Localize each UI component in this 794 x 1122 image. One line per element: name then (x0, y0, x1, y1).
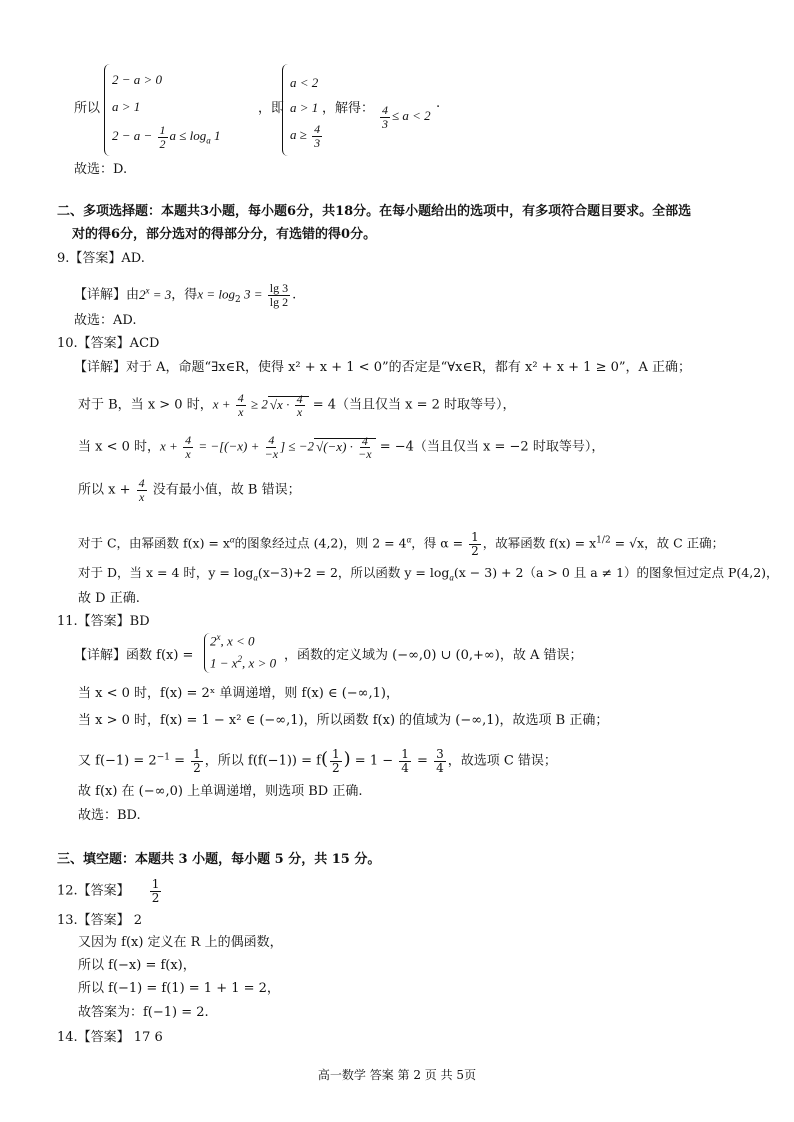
q10-b2-b: x + (160, 438, 182, 454)
res-frac (380, 104, 390, 130)
q11-l4-half-num: 1 (193, 747, 201, 761)
q11-l4-half2 (330, 748, 342, 774)
q10-c-frac (469, 531, 481, 557)
q10-d1 (78, 565, 779, 583)
q10-b3-frac-num: 4 (138, 476, 145, 490)
q10-b2-frac3-num: 4 (361, 433, 368, 448)
q10-c-alpha2: α (406, 534, 412, 545)
q10-b2-frac-den: x (185, 446, 191, 461)
q13-l2: 所以 f(−x) = f(x)， (78, 958, 196, 973)
q9-answer: 9.【答案】AD. (57, 251, 145, 266)
q10-b1-frac2-den: x (296, 405, 303, 420)
q10-b3-frac (137, 477, 147, 503)
sys1-line-2: a > 1 (112, 99, 141, 114)
q10-c (78, 531, 724, 557)
sys1-line-3 (112, 124, 221, 150)
q11-l4-half-den: 2 (193, 760, 201, 775)
res-dot: . (436, 96, 441, 111)
q11-l4-half (191, 748, 203, 774)
q10-d1-base: a (253, 572, 258, 583)
q10-c-frac-den: 2 (471, 543, 479, 558)
q10-b2-c: = −[(−x) + (195, 438, 263, 454)
q11-l4-quarter-den: 4 (401, 760, 409, 775)
section2-line2: 对的得6分，部分选对的得部分分，有选错的得0分。 (72, 227, 377, 242)
q10-b3-frac-den: x (138, 489, 145, 504)
q10-a: 【详解】对于 A，命题“∃x∈R，使得 x² + x + 1 < 0”的否定是“∀x∈R，都有 x² + x + 1 ≥ 0”，A 正确； (74, 360, 692, 375)
q10-d2: 故 D 正确. (78, 591, 140, 606)
q10-b2-frac2-den: −x (264, 446, 279, 461)
q10-c-e: = √x，故 C 正确； (610, 535, 725, 551)
q11-case1-b: , x < 0 (220, 633, 255, 649)
q10-c-d: ，故幂函数 f(x) = x (482, 535, 597, 551)
q10-c-exp-den: 2 (604, 535, 611, 546)
q10-b2-frac3 (358, 435, 371, 461)
q10-c-frac-num: 1 (471, 530, 479, 544)
q9-eq: x = log (197, 286, 235, 302)
q11-l4: 又 $f(-1) = 2^{-1}$ = $\frac{1}{2}$ ，所以 f(f(−1)) = f( $\frac{1}{2}$ ) = 1 − $\frac{1}{4}$ = $\frac{3}{4}$ ，故选项 C 错误； (78, 747, 557, 775)
q10-b2-f: = −4（当且仅当 x = −2 时取等号）， (375, 439, 605, 455)
q10-b3-b: 没有最小值，故 B 错误； (148, 482, 301, 498)
q10-b1-frac2 (295, 393, 305, 419)
q10-b1-frac-den: x (238, 404, 244, 419)
q11-l4-d: = 1 − (350, 753, 398, 769)
q9-base: 2 (234, 295, 241, 306)
page-footer: 高一数学 答案 第 2 页 共 5页 (317, 1068, 477, 1082)
q10-b2-frac2 (265, 434, 278, 460)
q10-b1-a: 对于 B，当 x > 0 时， (78, 397, 213, 413)
q10-b2-d: ] ≤ −2 (280, 438, 315, 454)
q12-frac-den: 2 (151, 890, 160, 905)
q10-b3-a: 所以 x + (78, 482, 135, 498)
q10-b3 (78, 477, 301, 503)
q10-c-exp: 1/2 (596, 535, 611, 546)
res-frac-den: 3 (382, 116, 388, 131)
q11-l4-quarter (399, 748, 411, 774)
q10-b2-e: (−x) · (323, 438, 357, 454)
q10-c-c: ，得 α = (411, 535, 468, 551)
q9-eq1: $2^x = 3$ (139, 285, 172, 302)
q9-detail (74, 282, 296, 308)
q10-b1-b: x + (212, 396, 234, 412)
q11-answer: 11.【答案】BD (57, 614, 150, 629)
q11-case1-a: 2 (210, 633, 217, 649)
q10-b2-frac-num: 4 (185, 433, 192, 447)
section2-line1: 二、多项选择题：本题共3小题，每小题6分，共18分。在每小题给出的选项中，有多项符合题目要求。全部选 (57, 204, 692, 219)
q10-d1-c: (x − 3) + 2（a > 0 且 a ≠ 1）的图象恒过定点 P(4,2)， (453, 565, 779, 580)
q13-l1: 又因为 f(x) 定义在 R 上的偶函数， (78, 935, 283, 950)
q11-l1-b: ，函数的定义域为 (−∞,0) ∪ (0,+∞)，故 A 错误； (284, 648, 583, 663)
ji-text: ，即 (258, 101, 285, 116)
q11-l4-quarter-num: 1 (401, 747, 409, 761)
q10-b2-frac3-den: −x (358, 447, 372, 462)
brace-left-1 (104, 64, 111, 156)
brace-left-2 (282, 64, 289, 156)
q10-b1-frac2-num: 4 (296, 391, 303, 406)
sys1-half (158, 124, 168, 150)
sys2-line-3 (290, 123, 324, 149)
q9-detail-b: ，得 (171, 287, 198, 303)
q11-l4-f: ，故选项 C 错误； (447, 753, 557, 769)
q10-b2-sqrt: √(−x) · $\frac{4}{-x}$ (314, 438, 376, 454)
q10-b1-sqrt: √x · $\frac{4}{x}$ (268, 396, 309, 412)
q11-guxuan: 故选：BD. (78, 808, 141, 823)
q12-frac (150, 878, 162, 904)
q10-d1-b: (x−3)+2 = 2，所以函数 y = log (257, 565, 450, 580)
section3-title: 三、填空题：本题共 3 小题，每小题 5 分，共 15 分。 (57, 852, 381, 867)
q11-l4-tq-num: 3 (436, 747, 444, 761)
q13-l3: 所以 f(−1) = f(1) = 1 + 1 = 2， (78, 981, 280, 996)
sys2-line-2: a > 1 (290, 100, 319, 115)
res-tail: ≤ a < 2 (392, 108, 431, 124)
top-guxuan: 故选：D. (74, 162, 128, 177)
sys2-frac (312, 123, 322, 149)
result (378, 104, 431, 130)
q10-answer: 10.【答案】ACD (57, 336, 160, 351)
sys2-frac-num: 4 (314, 122, 321, 136)
q9-detail-a: 【详解】由 (74, 287, 140, 303)
q10-b2-frac2-num: 4 (268, 433, 275, 447)
sys1-half-den: 2 (159, 136, 166, 151)
sys1-line-1: 2 − a > 0 (112, 72, 163, 87)
sys1-line3-b: a ≤ log (169, 128, 207, 144)
q11-l1-a: 【详解】函数 f(x) = (74, 648, 194, 663)
q11-l2: 当 x < 0 时，f(x) = 2ˣ 单调递增，则 f(x) ∈ (−∞,1)， (78, 686, 399, 701)
q12-answer-label: 12.【答案】 (57, 883, 130, 899)
sys1-half-num: 1 (159, 123, 166, 137)
q10-c-b: 的图象经过点 (4,2)，则 2 = 4 (234, 535, 407, 551)
q11-l4-tq-den: 4 (436, 760, 444, 775)
q13-answer: 13.【答案】 2 (57, 913, 143, 928)
q11-case2-b: , x > 0 (242, 655, 277, 671)
q12-frac-num: 1 (151, 877, 160, 891)
jiede-text: ，解得： (322, 101, 375, 116)
q10-b1-frac (236, 392, 246, 418)
res-frac-num: 4 (382, 103, 388, 117)
q13-l4: 故答案为：f(−1) = 2. (78, 1005, 209, 1020)
q11-l5: 故 f(x) 在 (−∞,0) 上单调递增，则选项 BD 正确. (78, 784, 363, 799)
q10-b2 (78, 434, 604, 461)
q11-l4-c: ，所以 f(f(−1)) = f (204, 753, 321, 769)
sys1-line3-a: 2 − a − (112, 128, 156, 144)
q11-l4-a: 又 f(−1) = 2 (78, 753, 157, 769)
q14-answer: 14.【答案】 17 6 (57, 1030, 163, 1045)
q11-l4-tq (434, 748, 446, 774)
q11-case2: $1 - x^2$, x > 0 (210, 654, 277, 671)
q9-dot: . (292, 287, 297, 303)
q10-d1-base2: a (449, 572, 454, 583)
q10-c-a: 对于 C，由幂函数 f(x) = x (78, 535, 230, 551)
q10-b1-c: ≥ 2 (247, 396, 268, 412)
q11-l4-half2-num: 1 (332, 747, 340, 761)
q10-d1-a: 对于 D，当 x = 4 时，y = log (78, 565, 254, 580)
q10-c-alpha1: α (229, 534, 235, 545)
sys2-line3-a: a ≥ (290, 127, 311, 143)
q11-l3: 当 x > 0 时，f(x) = 1 − x² ∈ (−∞,1)，所以函数 f(x) 的值域为 (−∞,1)，故选项 B 正确； (78, 713, 609, 728)
q9-eq2: 3 = (240, 286, 266, 302)
q11-case2-a: 1 − x (210, 655, 238, 671)
q10-c-exp-num: 1 (596, 535, 602, 546)
q10-b1-d: x · (277, 396, 293, 412)
q11-l4-b: = (169, 753, 190, 769)
q10-b2-a: 当 x < 0 时， (78, 439, 161, 455)
sys2-frac-den: 3 (314, 135, 321, 150)
q12-answer (57, 878, 163, 904)
q10-b2-frac (183, 434, 193, 460)
q9-frac-den: lg 2 (269, 294, 289, 309)
sys1-log-base: a (206, 135, 211, 146)
q9-frac-num: lg 3 (269, 281, 289, 295)
q11-case1: 2$^x$, x < 0 (210, 632, 255, 649)
q11-l4-half2-den: 2 (332, 760, 340, 775)
q9-guxuan: 故选：AD. (74, 313, 137, 328)
sys2-line-1: a < 2 (290, 75, 319, 90)
q9-frac (268, 282, 290, 308)
q11-l4-e: = (412, 753, 433, 769)
q10-b1-e: = 4（当且仅当 x = 2 时取等号）， (308, 397, 516, 413)
sys1-line3-c: 1 (210, 128, 221, 144)
q10-b1 (78, 392, 516, 419)
q10-b1-frac-num: 4 (237, 391, 244, 405)
suoyi-text: 所以 (74, 101, 101, 116)
